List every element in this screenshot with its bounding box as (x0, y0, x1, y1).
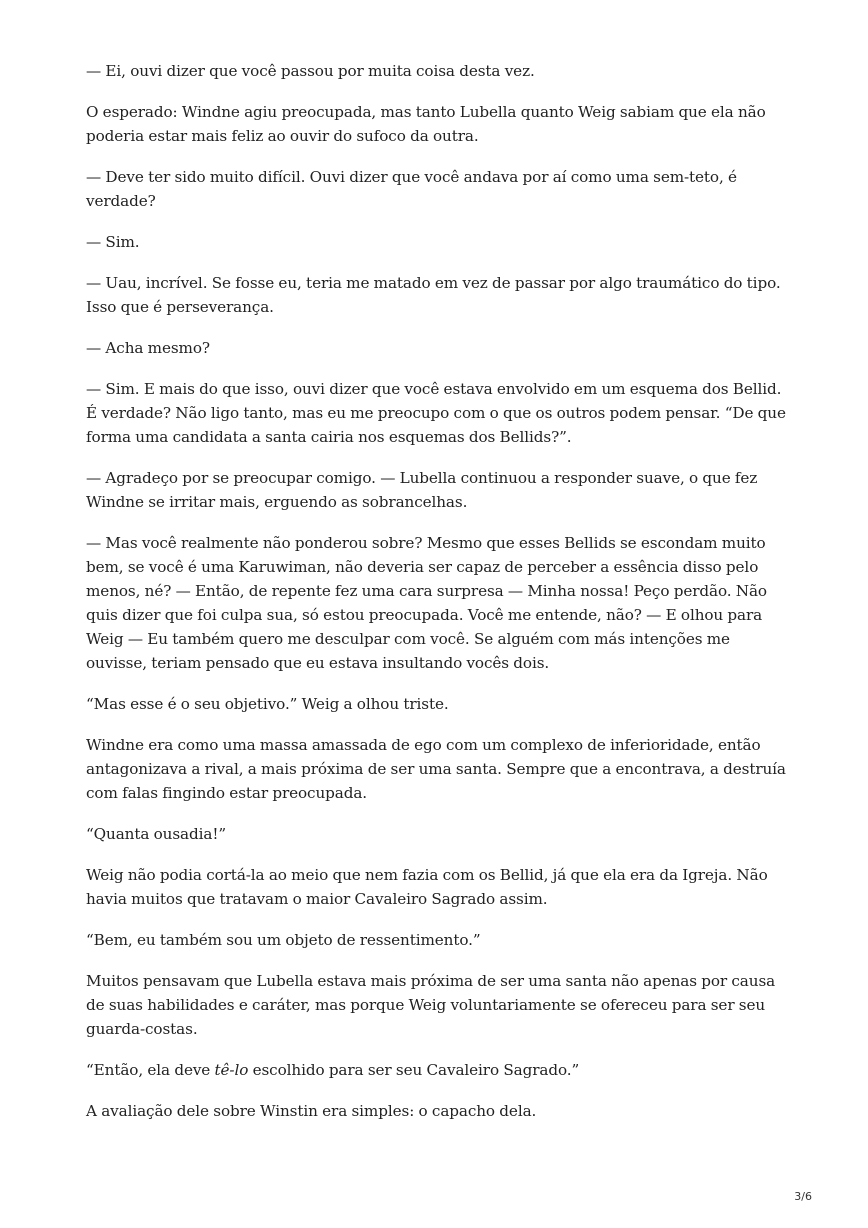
paragraph: — Sim. (86, 233, 140, 251)
paragraph: — Mas você realmente não ponderou sobre? Mesmo que esses Bellids se escondam muito bem, se você é uma Karuwiman, não deveria ser capaz de perceber a essência disso pelo menos, né? — Então, de repente fez uma cara surpresa — Minha nossa! Peço perdão. Não quis dizer que foi culpa sua, só estou preocupada. Você me entende, não? — E olhou para Weig — Eu também quero me desculpar com você. Se alguém com más intenções me ouvisse, teriam pensado que eu estava insultando vocês dois. (86, 534, 767, 672)
paragraph: — Ei, ouvi dizer que você passou por muita coisa desta vez. (86, 62, 535, 80)
paragraph: Weig não podia cortá-la ao meio que nem fazia com os Bellid, já que ela era da Igreja. Não havia muitos que tratavam o maior Cavaleiro Sagrado assim. (86, 866, 768, 908)
paragraph: — Sim. E mais do que isso, ouvi dizer que você estava envolvido em um esquema dos Bellid. É verdade? Não ligo tanto, mas eu me preocupo com o que os outros podem pensar. “De que forma uma candidata a santa cairia nos esquemas dos Bellids?”. (86, 380, 786, 446)
paragraph: Windne era como uma massa amassada de ego com um complexo de inferioridade, então antagonizava a rival, a mais próxima de ser uma santa. Sempre que a encontrava, a destruía com falas fingindo estar preocupada. (86, 736, 786, 802)
paragraph: “Quanta ousadia!” (86, 825, 226, 843)
paragraph: — Uau, incrível. Se fosse eu, teria me matado em vez de passar por algo traumático do tipo. Isso que é perseverança. (86, 274, 781, 316)
paragraph: O esperado: Windne agiu preocupada, mas tanto Lubella quanto Weig sabiam que ela não poderia estar mais feliz ao ouvir do sufoco da outra. (86, 103, 766, 145)
paragraph-with-italic (86, 1058, 786, 1082)
paragraph: Muitos pensavam que Lubella estava mais próxima de ser uma santa não apenas por causa de suas habilidades e caráter, mas porque Weig voluntariamente se ofereceu para ser seu guarda-costas. (86, 972, 776, 1038)
paragraph: — Acha mesmo? (86, 339, 210, 357)
page-number: 3/6 (794, 1190, 812, 1203)
paragraph-text-before: “Então, ela deve (86, 1061, 215, 1079)
paragraph: “Mas esse é o seu objetivo.” Weig a olhou triste. (86, 695, 449, 713)
paragraph-text-after: escolhido para ser seu Cavaleiro Sagrado.” (248, 1061, 580, 1079)
paragraph: “Bem, eu também sou um objeto de ressentimento.” (86, 931, 481, 949)
paragraph: — Deve ter sido muito difícil. Ouvi dizer que você andava por aí como uma sem-teto, é verdade? (86, 168, 737, 210)
italic-word: tê-lo (214, 1061, 249, 1079)
paragraph: A avaliação dele sobre Winstin era simples: o capacho dela. (86, 1102, 537, 1120)
document-body (86, 59, 786, 1140)
paragraph: — Agradeço por se preocupar comigo. — Lubella continuou a responder suave, o que fez Windne se irritar mais, erguendo as sobrancelhas. (86, 469, 758, 511)
